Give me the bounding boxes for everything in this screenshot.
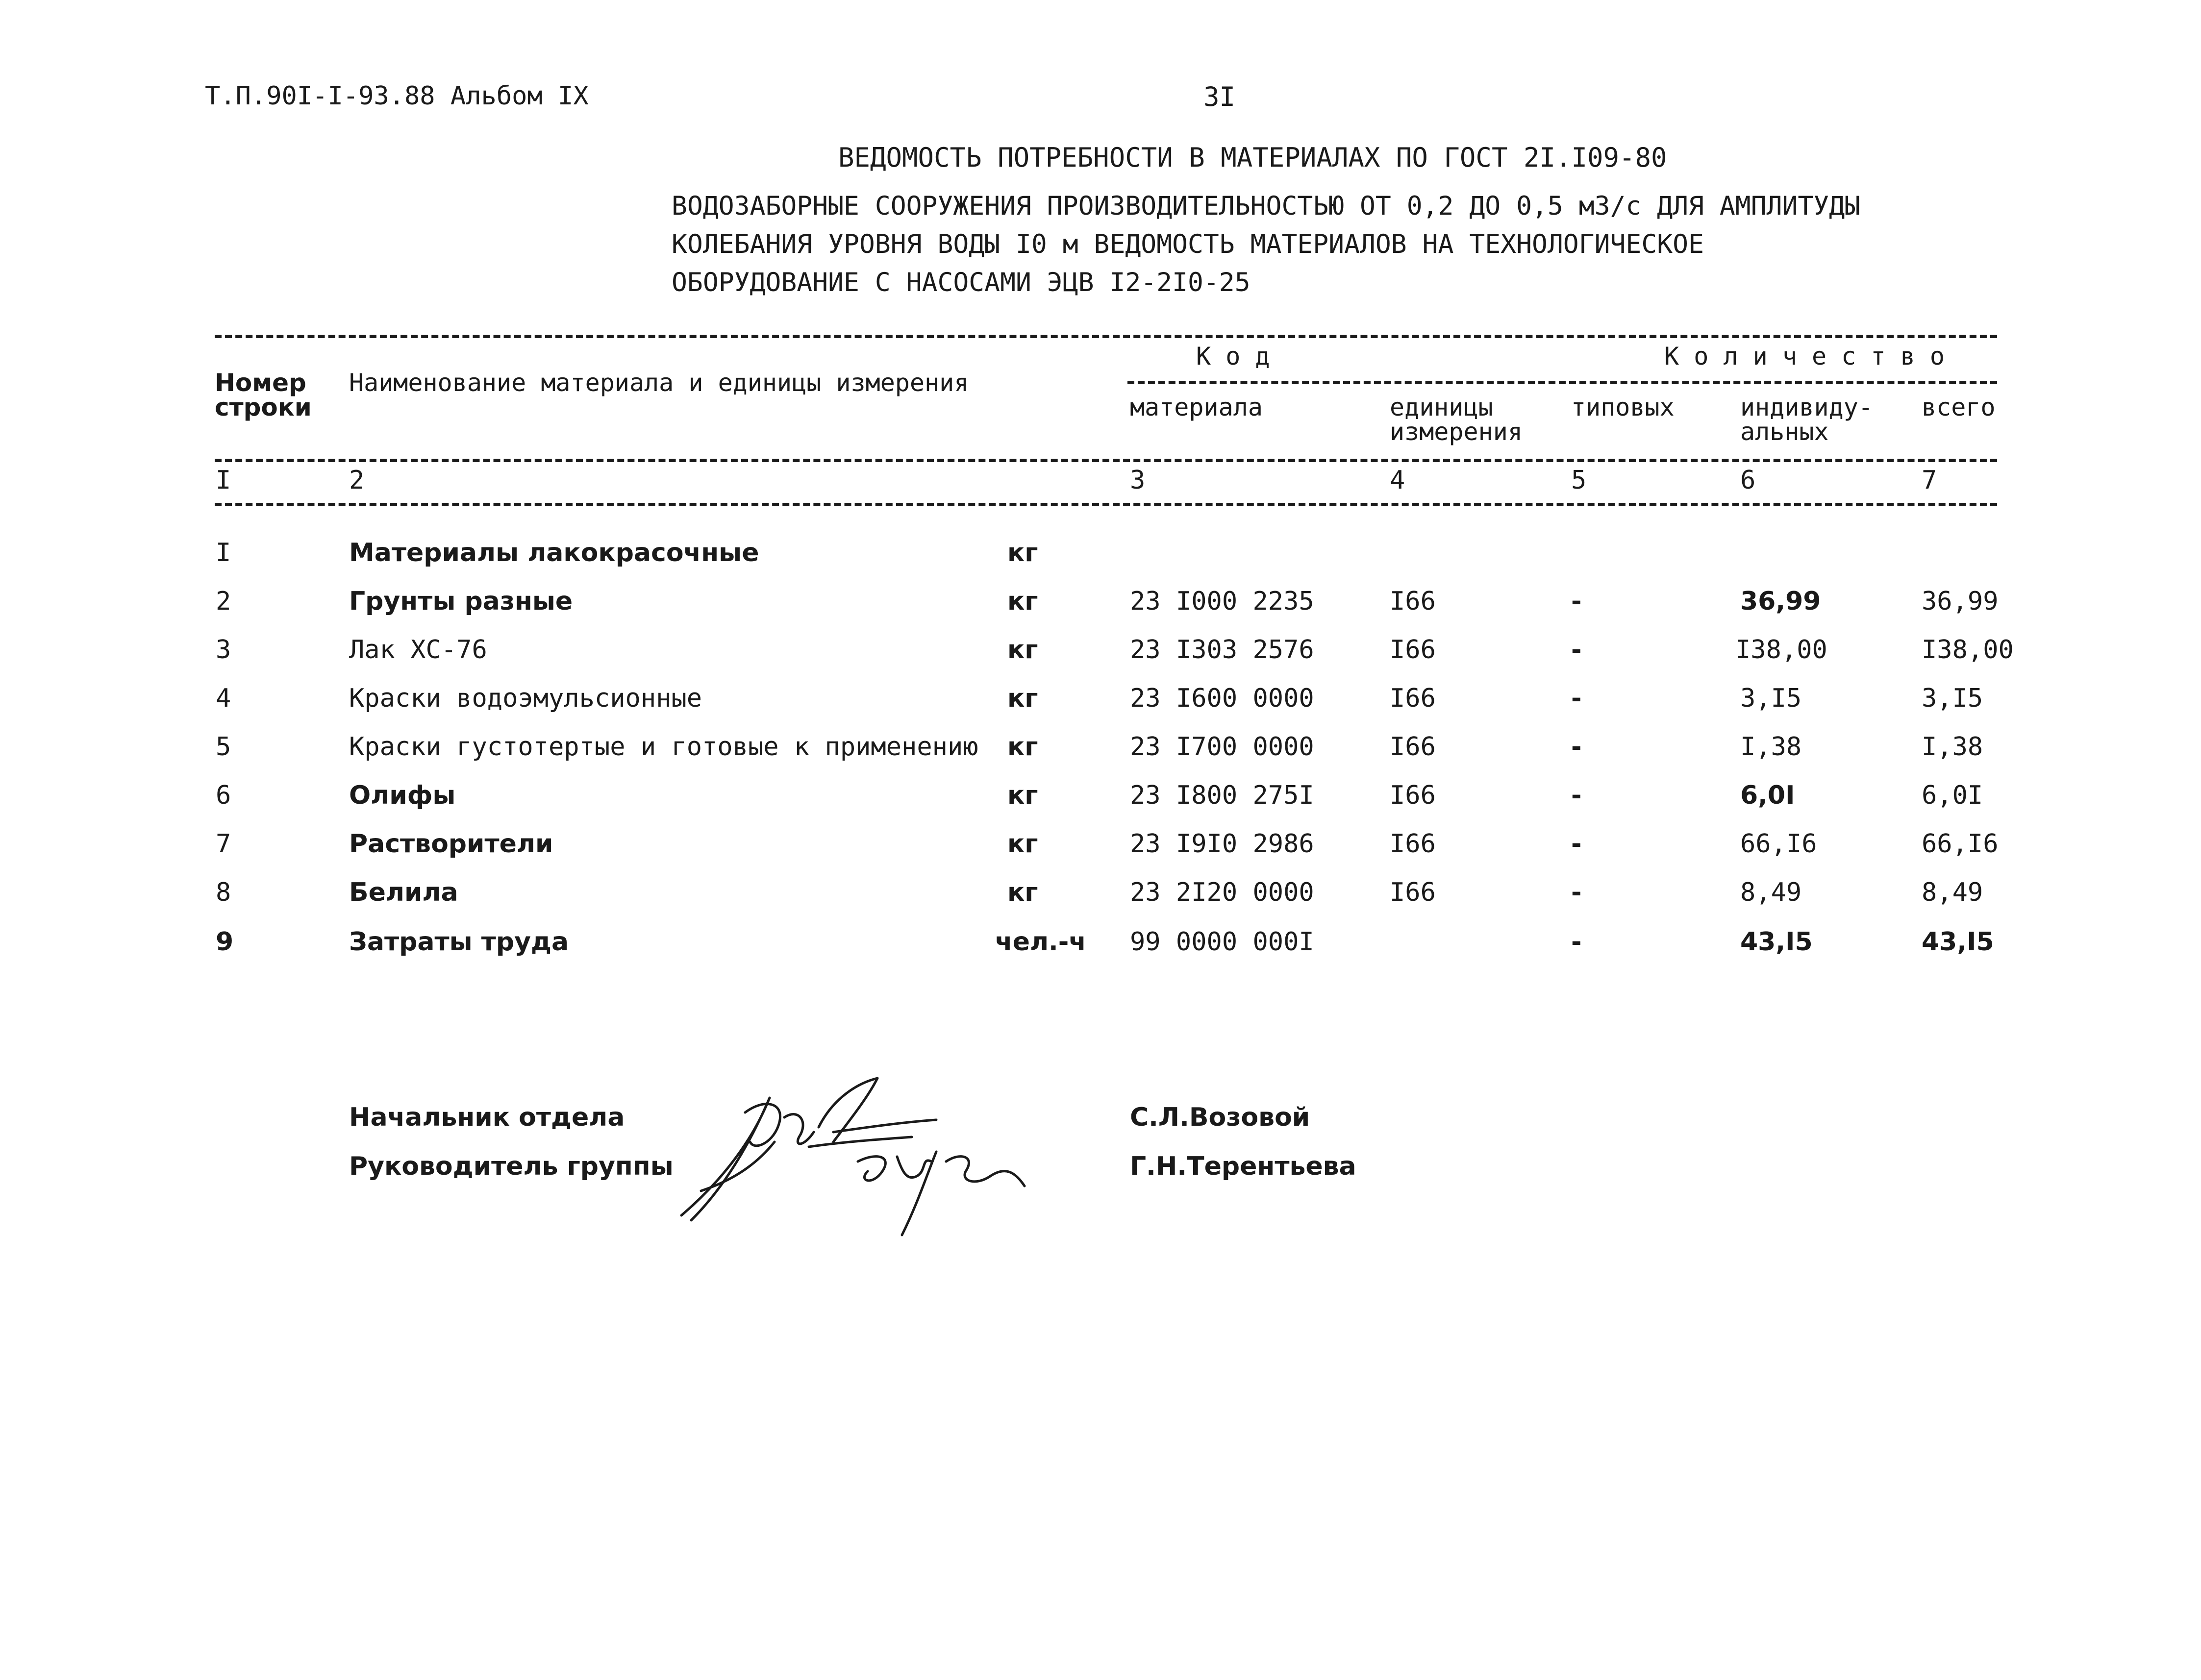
cell-unit: кг (1007, 635, 1038, 665)
header-individual-1: индивиду- (1740, 393, 1873, 421)
cell-code: 99 0000 000I (1130, 927, 1314, 957)
subtitle-line-1: ВОДОЗАБОРНЫЕ СООРУЖЕНИЯ ПРОИЗВОДИТЕЛЬНОСТЬЮ ОТ 0,2 ДО 0,5 м3/с ДЛЯ АМПЛИТУДЫ (672, 191, 1861, 221)
cell-unit: кг (1007, 829, 1038, 859)
page-number: 3I (1203, 81, 1236, 112)
cell-individual: I,38 (1740, 732, 1802, 762)
signature-name-1: С.Л.Возовой (1130, 1103, 1310, 1132)
cell-name: Затраты труда (349, 927, 569, 957)
subtitle-line-3: ОБОРУДОВАНИЕ С НАСОСАМИ ЭЦВ I2-2I0-25 (672, 268, 1251, 297)
cell-code: 23 I700 0000 (1130, 732, 1314, 762)
cell-total: 36,99 (1922, 587, 1999, 616)
cell-name: Белила (349, 878, 458, 907)
cell-individual: 3,I5 (1740, 684, 1802, 713)
cell-unit: кг (1007, 781, 1038, 810)
cell-total: 6,0I (1922, 781, 1983, 810)
signature-role-2: Руководитель группы (349, 1152, 674, 1181)
cell-unit: кг (1007, 878, 1038, 907)
cell-individual: 36,99 (1740, 587, 1821, 616)
cell-unit: кг (1007, 732, 1038, 762)
cell-code: 23 I9I0 2986 (1130, 829, 1314, 859)
code-group-rule (1127, 381, 1997, 384)
column-number: 4 (1390, 466, 1405, 495)
cell-name: Краски густотертые и готовые к применению (349, 732, 978, 762)
column-number: 2 (349, 466, 365, 495)
cell-individual: 43,I5 (1740, 927, 1813, 957)
header-material: материала (1130, 393, 1263, 421)
cell-name: Растворители (349, 829, 553, 859)
subtitle-line-2: КОЛЕБАНИЯ УРОВНЯ ВОДЫ I0 м ВЕДОМОСТЬ МАТЕРИАЛОВ НА ТЕХНОЛОГИЧЕСКОЕ (672, 229, 1704, 259)
cell-unit: кг (1007, 538, 1038, 568)
cell-total: 43,I5 (1922, 927, 1994, 957)
cell-unit-code: I66 (1390, 732, 1436, 762)
cell-row-no: 6 (216, 781, 231, 810)
cell-name: Лак ХС-76 (349, 635, 487, 665)
cell-row-no: 9 (216, 927, 234, 957)
cell-code: 23 2I20 0000 (1130, 878, 1314, 907)
document-code: Т.П.90I-I-93.88 Альбом IX (205, 81, 589, 111)
cell-unit-code: I66 (1390, 635, 1436, 665)
cell-code: 23 I600 0000 (1130, 684, 1314, 713)
header-row-no-2: строки (215, 393, 312, 421)
cell-name: Материалы лакокрасочные (349, 538, 759, 568)
cell-row-no: 3 (216, 635, 231, 665)
header-typical: типовых (1571, 393, 1675, 421)
cell-row-no: 7 (216, 829, 231, 859)
header-name: Наименование материала и единицы измерения (349, 369, 969, 397)
cell-unit-code: I66 (1390, 587, 1436, 616)
cell-typical: - (1571, 781, 1582, 810)
header-individual-2: альных (1740, 418, 1829, 446)
cell-total: 66,I6 (1922, 829, 1999, 859)
cell-typical: - (1571, 635, 1582, 665)
cell-individual: 6,0I (1740, 781, 1795, 810)
header-row-no-1: Номер (215, 369, 306, 397)
cell-name: Олифы (349, 781, 456, 810)
cell-typical: - (1571, 927, 1582, 957)
header-code-group: К о д (1196, 342, 1270, 371)
cell-unit-code: I66 (1390, 878, 1436, 907)
cell-total: I,38 (1922, 732, 1983, 762)
cell-row-no: 4 (216, 684, 231, 713)
table-top-rule (215, 335, 1997, 338)
handwritten-signature (672, 1068, 1054, 1255)
cell-individual: 8,49 (1740, 878, 1802, 907)
cell-row-no: 8 (216, 878, 231, 907)
cell-code: 23 I000 2235 (1130, 587, 1314, 616)
header-total: всего (1922, 393, 1996, 421)
cell-row-no: 2 (216, 587, 231, 616)
document-title: ВЕДОМОСТЬ ПОТРЕБНОСТИ В МАТЕРИАЛАХ ПО ГОСТ 2I.I09-80 (838, 142, 1667, 173)
column-number: 6 (1740, 466, 1756, 495)
cell-individual: I38,00 (1735, 635, 1827, 665)
cell-typical: - (1571, 587, 1582, 616)
signature-name-2: Г.Н.Терентьева (1130, 1152, 1356, 1181)
cell-unit-code: I66 (1390, 829, 1436, 859)
column-number: 7 (1922, 466, 1937, 495)
cell-unit: кг (1007, 684, 1038, 713)
header-unit-2: измерения (1390, 418, 1523, 446)
header-bottom-rule (215, 459, 1997, 462)
column-numbers-rule (215, 503, 1997, 506)
cell-total: 8,49 (1922, 878, 1983, 907)
cell-total: 3,I5 (1922, 684, 1983, 713)
cell-name: Краски водоэмульсионные (349, 684, 702, 713)
cell-typical: - (1571, 732, 1582, 762)
signature-role-1: Начальник отдела (349, 1103, 625, 1132)
header-quantity-group: К о л и ч е с т в о (1664, 342, 1945, 371)
cell-typical: - (1571, 829, 1582, 859)
cell-code: 23 I800 275I (1130, 781, 1314, 810)
cell-name: Грунты разные (349, 587, 573, 616)
column-number: I (216, 466, 231, 495)
column-number: 3 (1130, 466, 1146, 495)
cell-typical: - (1571, 684, 1582, 713)
cell-unit: кг (1007, 587, 1038, 616)
cell-total: I38,00 (1922, 635, 2014, 665)
cell-row-no: 5 (216, 732, 231, 762)
cell-code: 23 I303 2576 (1130, 635, 1314, 665)
cell-unit-code: I66 (1390, 684, 1436, 713)
cell-row-no: I (216, 538, 231, 568)
cell-individual: 66,I6 (1740, 829, 1817, 859)
header-unit-1: единицы (1390, 393, 1493, 421)
cell-unit-code: I66 (1390, 781, 1436, 810)
cell-typical: - (1571, 878, 1582, 907)
column-number: 5 (1571, 466, 1587, 495)
cell-unit: чел.-ч (995, 927, 1087, 957)
